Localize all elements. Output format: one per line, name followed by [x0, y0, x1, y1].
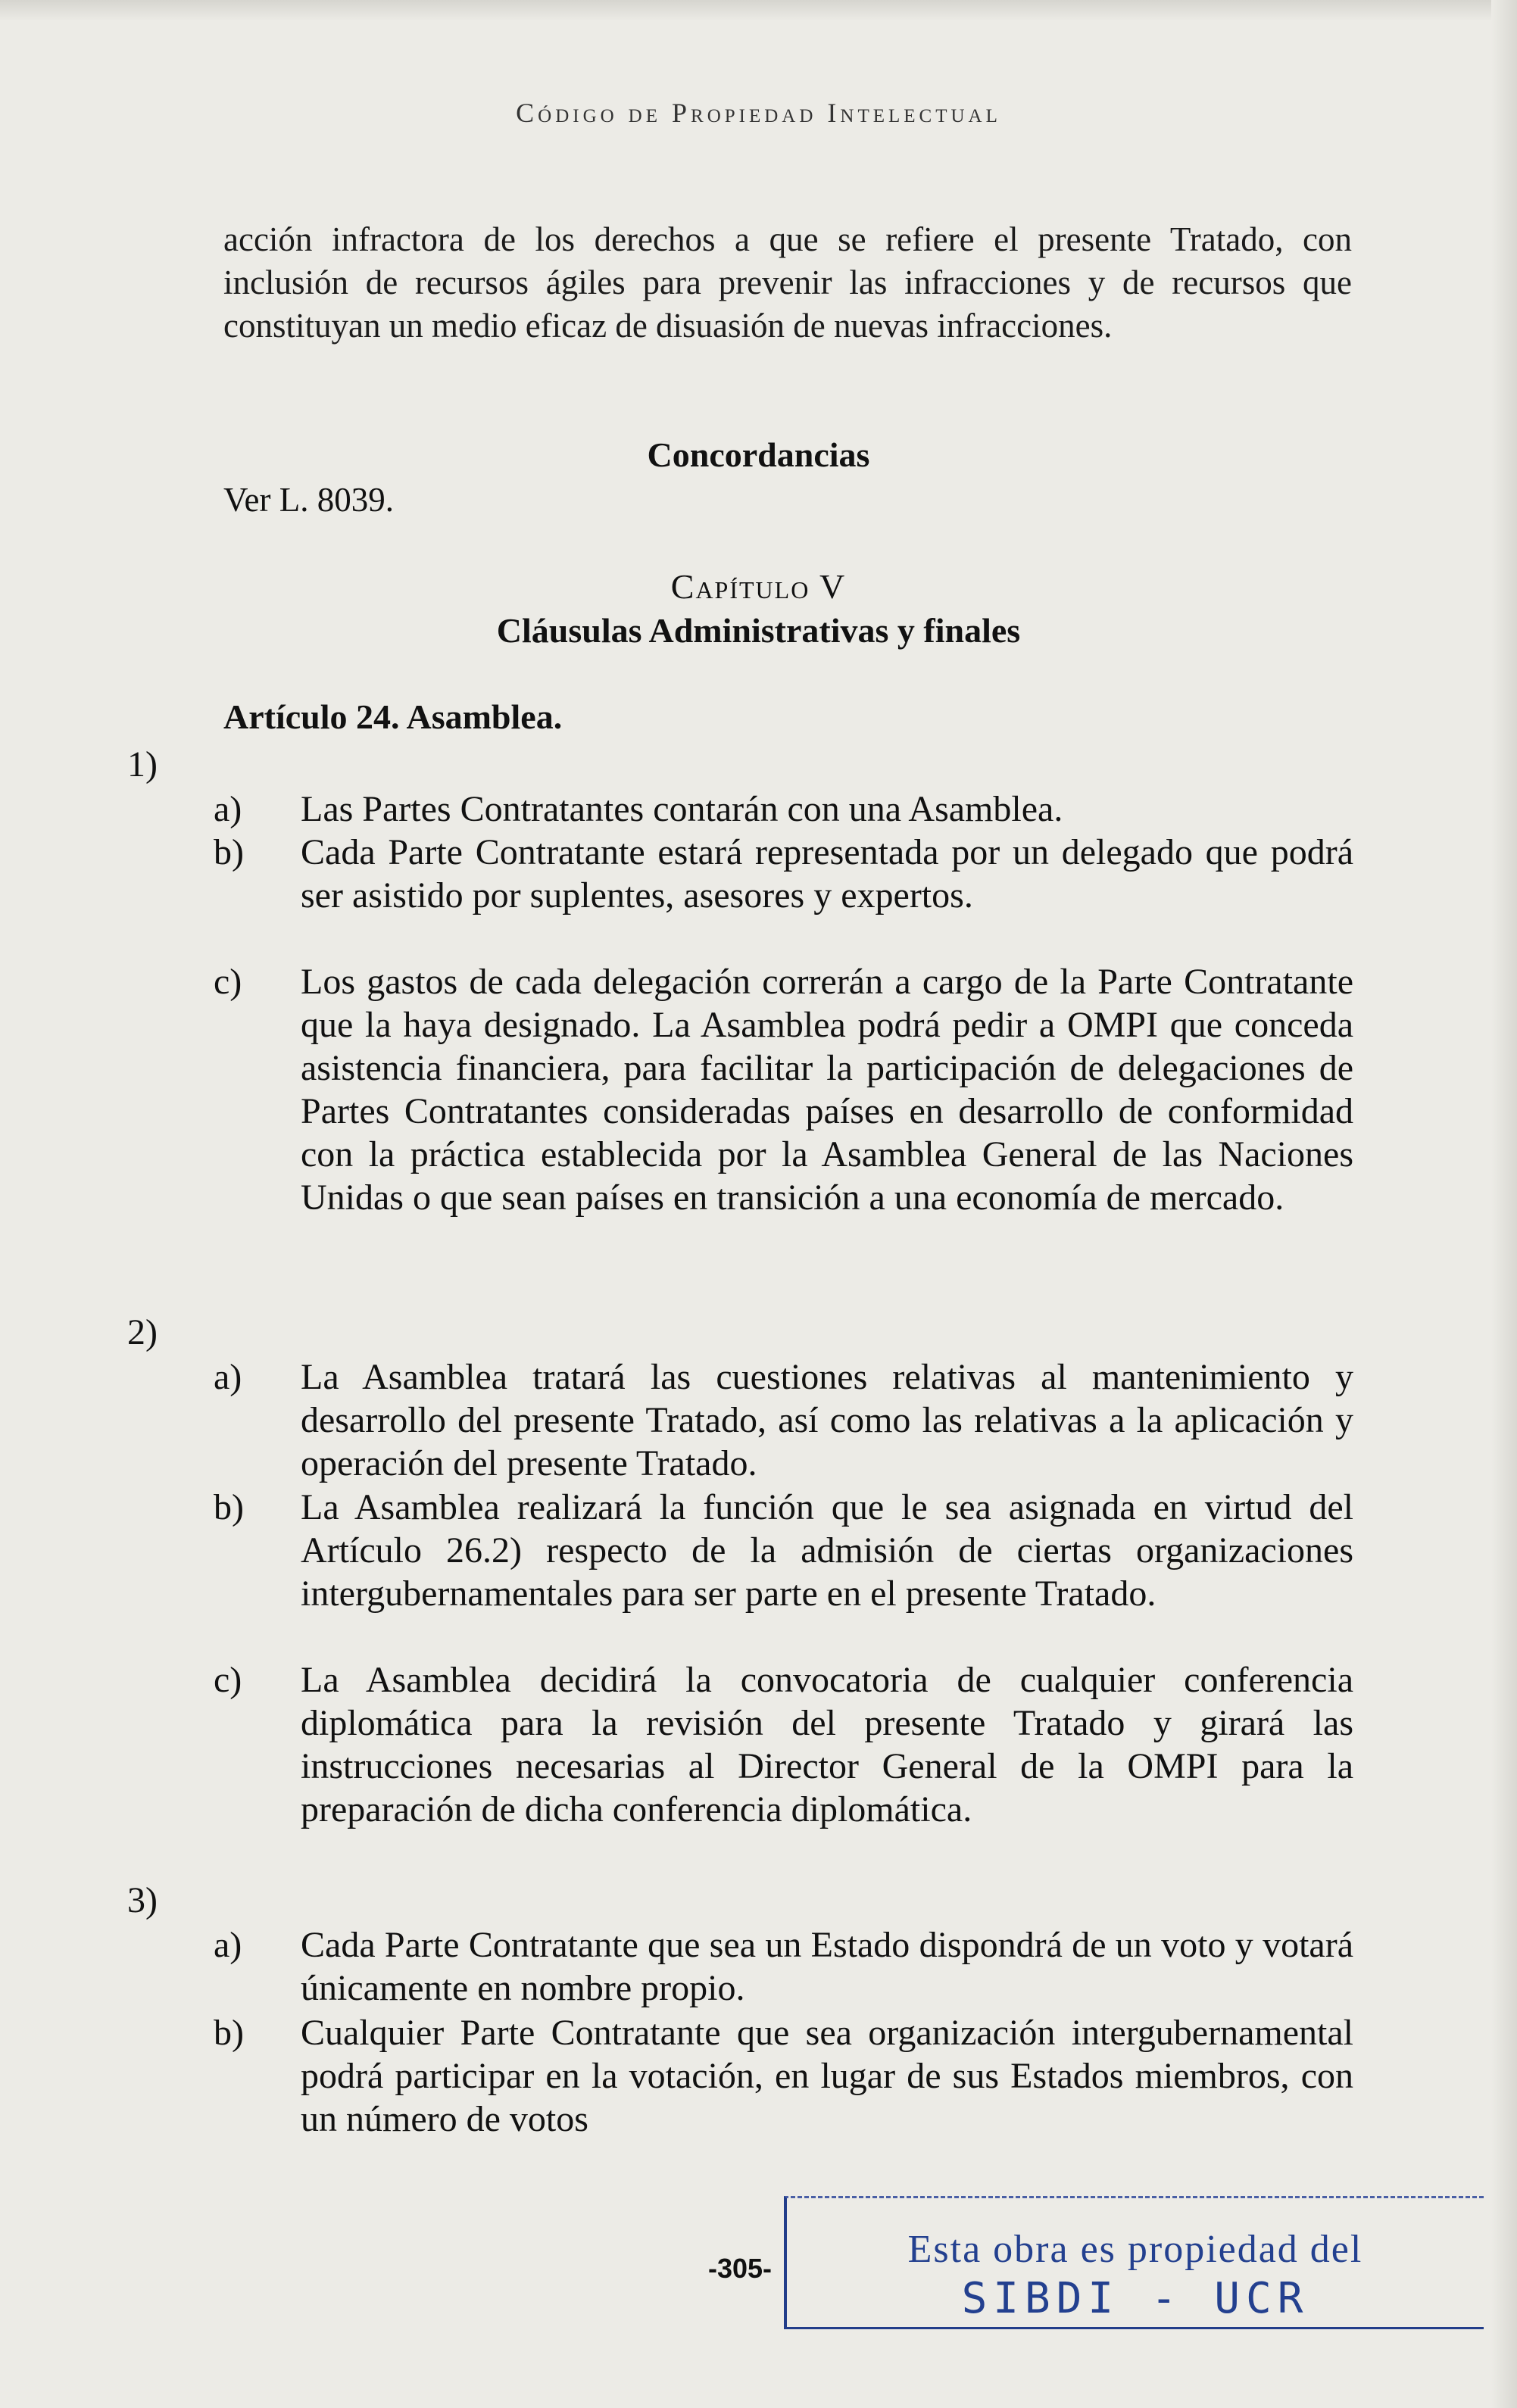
stamp-line-institution: SIBDI - UCR	[961, 2274, 1309, 2323]
item-text: Cada Parte Contratante estará representada por un delegado que podrá ser asistido por suplentes, asesores y expertos.	[301, 832, 1353, 915]
running-head: Código de Propiedad Intelectual	[516, 98, 1001, 128]
item-text: Cada Parte Contratante que sea un Estado dispondrá de un voto y votará únicamente en nombre propio.	[301, 1925, 1353, 2008]
list-item	[214, 1355, 1353, 1485]
library-stamp	[784, 2196, 1484, 2329]
item-label: a)	[214, 1357, 242, 1397]
chapter-title: Cláusulas Administrativas y finales	[496, 611, 1021, 650]
item-text: La Asamblea decidirá la convocatoria de cualquier conferencia diplomática para la revisión del presente Tratado y girará las instrucciones necesarias al Director General de la OMPI para la preparación de dicha conferencia diplomática.	[301, 1660, 1353, 1829]
section-number: 2)	[127, 1312, 158, 1352]
item-text: Cualquier Parte Contratante que sea organización intergubernamental podrá participar en la votación, en lugar de sus Estados miembros, con un número de votos	[301, 2013, 1353, 2139]
list-item	[214, 960, 1353, 1219]
stamp-line-ownership: Esta obra es propiedad del	[907, 2228, 1363, 2271]
list-item	[214, 1923, 1353, 2010]
item-label: a)	[214, 1925, 242, 1965]
item-label: c)	[214, 962, 242, 1002]
concordancias-heading: Concordancias	[647, 435, 870, 474]
item-text: La Asamblea realizará la función que le sea asignada en virtud del Artículo 26.2) respecto de la admisión de ciertas organizaciones intergubernamentales para ser parte en el presente Tratado.	[301, 1487, 1353, 1614]
page-edge-shadow	[0, 0, 1517, 21]
item-label: a)	[214, 789, 242, 829]
item-label: b)	[214, 2013, 244, 2053]
item-text: Los gastos de cada delegación correrán a cargo de la Parte Contratante que la haya designado. La Asamblea podrá pedir a OMPI que conceda asistencia financiera, para facilitar la participación de delegaciones de Partes Contratantes consideradas países en desarrollo de conformidad con la práctica establecida por la Asamblea General de las Naciones Unidas o que sean países en transición a una economía de mercado.	[301, 962, 1353, 1218]
chapter-label: Capítulo V	[670, 567, 847, 606]
page-edge-shadow-right	[1491, 0, 1517, 2408]
concordancias-reference: Ver L. 8039.	[223, 481, 394, 519]
article-title: Artículo 24. Asamblea.	[223, 697, 563, 736]
intro-paragraph: acción infractora de los derechos a que se refiere el presente Tratado, con inclusión de recursos ágiles para prevenir las infracciones y de recursos que constituyan un medio eficaz de disuasión de nuevas infracciones.	[223, 220, 1352, 345]
section-number: 3)	[127, 1880, 158, 1920]
item-label: b)	[214, 832, 244, 872]
item-text: La Asamblea tratará las cuestiones relativas al mantenimiento y desarrollo del presente Tratado, así como las relativas a la aplicación y operación del presente Tratado.	[301, 1357, 1353, 1483]
item-label: c)	[214, 1660, 242, 1700]
item-text: Las Partes Contratantes contarán con una Asamblea.	[301, 789, 1063, 829]
list-item	[214, 788, 1353, 831]
list-item	[214, 1658, 1353, 1831]
page-number: -305-	[708, 2253, 773, 2284]
list-item	[214, 1486, 1353, 1615]
list-item	[214, 2011, 1353, 2141]
section-number: 1)	[127, 744, 158, 784]
item-label: b)	[214, 1487, 244, 1527]
list-item	[214, 831, 1353, 917]
